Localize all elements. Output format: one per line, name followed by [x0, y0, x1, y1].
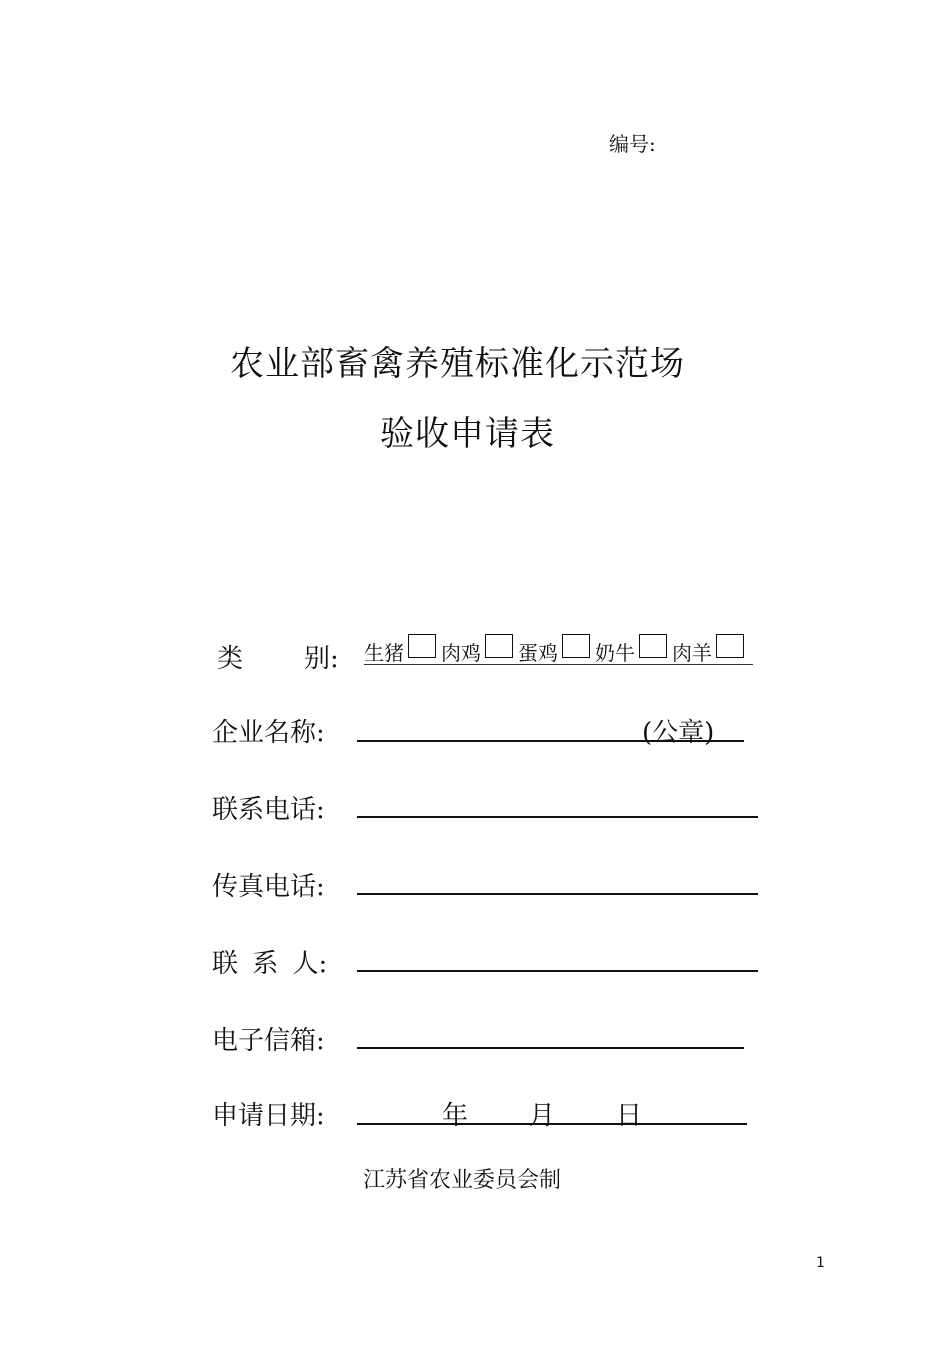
- category-option-pig: [364, 634, 440, 664]
- date-year-label: 年: [442, 1101, 469, 1131]
- category-option-label: 奶牛: [595, 641, 635, 665]
- form-title: 农业部畜禽养殖标准化示范场: [230, 344, 685, 384]
- company-name-label: 企业名称:: [212, 718, 325, 748]
- issuer-text: 江苏省农业委员会制: [363, 1168, 562, 1193]
- apply-date-label: 申请日期:: [212, 1101, 325, 1131]
- category-option-dairy-cow: [595, 634, 671, 664]
- category-option-label: 肉羊: [672, 641, 712, 665]
- category-checkbox-dairy-cow[interactable]: [639, 634, 667, 658]
- contact-person-label: 联 系 人:: [212, 949, 328, 979]
- phone-label: 联系电话:: [212, 795, 325, 825]
- date-day-label: 日: [616, 1101, 643, 1131]
- date-month-label: 月: [529, 1101, 556, 1131]
- fax-label: 传真电话:: [212, 872, 325, 902]
- category-label-first-char: 类: [217, 644, 244, 674]
- company-seal-label: (公章): [642, 718, 715, 748]
- contact-person-field[interactable]: [357, 970, 758, 972]
- category-checkbox-mutton-sheep[interactable]: [716, 634, 744, 658]
- category-options: [364, 630, 753, 665]
- page-number: 1: [816, 1255, 825, 1271]
- category-option-label: 生猪: [364, 641, 404, 665]
- category-option-layer: [518, 634, 594, 664]
- category-option-label: 肉鸡: [441, 641, 481, 665]
- category-checkbox-pig[interactable]: [408, 634, 436, 658]
- category-option-broiler: [441, 634, 517, 664]
- phone-field[interactable]: [357, 816, 758, 818]
- email-field[interactable]: [357, 1047, 744, 1049]
- category-checkbox-broiler[interactable]: [485, 634, 513, 658]
- form-subtitle: 验收申请表: [380, 414, 555, 454]
- email-label: 电子信箱:: [212, 1026, 325, 1056]
- category-option-label: 蛋鸡: [518, 641, 558, 665]
- category-label-second-char: 别:: [304, 644, 339, 674]
- fax-field[interactable]: [357, 893, 758, 895]
- serial-number-label: 编号:: [609, 132, 656, 156]
- category-option-mutton-sheep: [672, 634, 748, 664]
- category-checkbox-layer[interactable]: [562, 634, 590, 658]
